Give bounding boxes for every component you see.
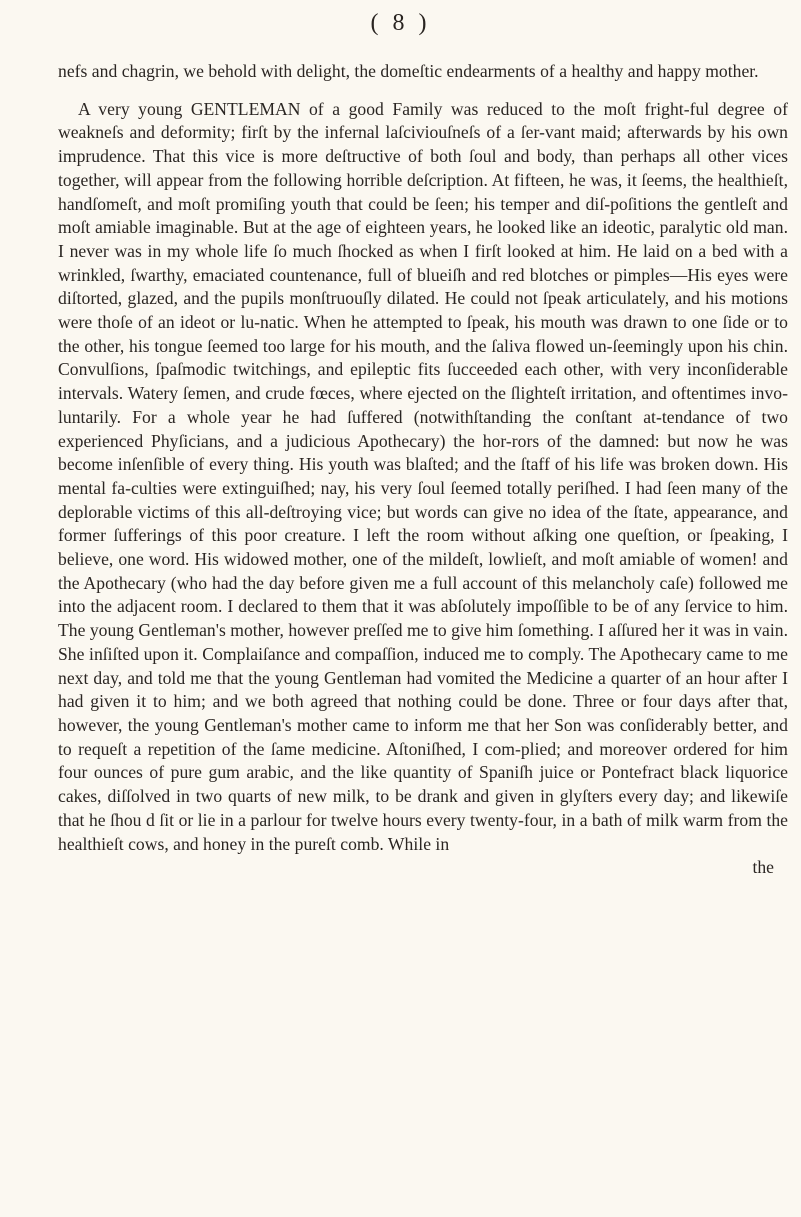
body-text <box>58 60 788 880</box>
catchword: the <box>752 857 774 878</box>
main-paragraph: A very young GENTLEMAN of a good Family was reduced to the moſt fright-ful degree of weakneſs and deformity; firſt by the infernal laſciviouſneſs of a ſer-vant maid; afterwards by his own imprudence. That this vice is more deſtructive of both ſoul and body, than perhaps all other vices together, will appear from the following horrible deſcription. At fifteen, he was, it ſeems, the healthieſt, handſomeſt, and moſt promiſing youth that could be ſeen; his temper and diſ-poſitions the gentleſt and moſt amiable imaginable. But at the age of eighteen years, he looked like an ideotic, paralytic old man. I never was in my whole life ſo much ſhocked as when I firſt looked at him. He laid on a bed with a wrinkled, ſwarthy, emaciated countenance, full of blueiſh and red blotches or pimples—His eyes were diſtorted, glazed, and the pupils monſtruouſly dilated. He could not ſpeak articulately, and his motions were thoſe of an ideot or lu-natic. When he attempted to ſpeak, his mouth was drawn to one ſide or to the other, his tongue ſeemed too large for his mouth, and the ſaliva flowed un-ſeemingly upon his chin. Convulſions, ſpaſmodic twitchings, and epileptic fits ſucceeded each other, with very inconſiderable intervals. Watery ſemen, and crude fœces, where ejected on the ſlighteſt irritation, and oftentimes invo-luntarily. For a whole year he had ſuffered (notwithſtanding the conſtant at-tendance of two experienced Phyſicians, and a judicious Apothecary) the hor-rors of the damned: but now he was become inſenſible of every thing. His youth was blaſted; and the ſtaff of his life was broken down. His mental fa-culties were extinguiſhed; nay, his very ſoul ſeemed totally periſhed. I had ſeen many of the deplorable victims of this all-deſtroying vice; but words can give no idea of the ſtate, appearance, and former ſufferings of this poor creature. I left the room without aſking one queſtion, or ſpeaking, I believe, one word. His widowed mother, one of the mildeſt, lowlieſt, and moſt amiable of women! and the Apothecary (who had the day before given me a full account of this melancholy caſe) followed me into the adjacent room. I declared to them that it was abſolutely impoſſible to be of any ſervice to him. The young Gentleman's mother, however preſſed me to give him ſomething. I aſſured her it was in vain. She inſiſted upon it. Complaiſance and compaſſion, induced me to comply. The Apothecary came to me next day, and told me that the young Gentleman had vomited the Medicine a quarter of an hour after I had given it to him; and we both agreed that nothing could be done. Three or four days after that, however, the young Gentleman's mother came to inform me that her Son was conſiderably better, and to requeſt a repetition of the ſame medicine. Aſtoniſhed, I com-plied; and moreover ordered for him four ounces of pure gum arabic, and the like quantity of Spaniſh juice or Pontefract black liquorice cakes, diſſolved in two quarts of new milk, to be drank and given in glyſters every day; and likewiſe that he ſhou d ſit or lie in a parlour for twelve hours every twenty-four, in a bath of milk warm from the healthieſt cows, and honey in the pureſt comb. While in <box>58 98 788 854</box>
page-number: ( 8 ) <box>370 10 431 36</box>
opening-paragraph: nefs and chagrin, we behold with delight, the domeſtic endearments of a healthy and happy mother. <box>58 61 759 81</box>
